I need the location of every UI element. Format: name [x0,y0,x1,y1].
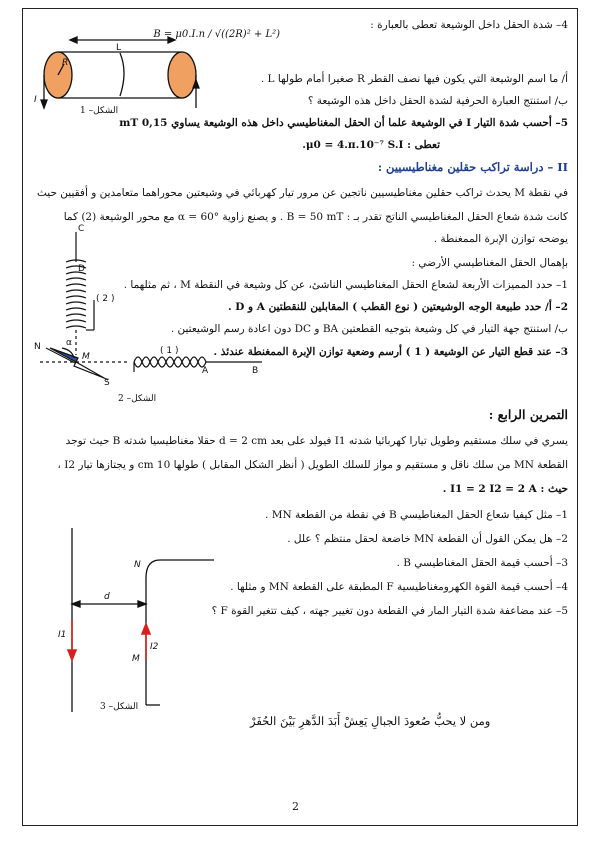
fig2-coil2: ( 2 ) [96,294,115,304]
part2-q1: 1– حدد المميزات الأربعة لشعاع الحقل المغناطيسي الناشئ، عن كل وشيعة في النقطة M ، ثم مثلهما . [123,279,568,291]
part2-q2b: ب/ استنتج جهة التيار في كل وشيعة بتوجيه القطعتين BA و DC دون اعادة رسم الوشيعتين . [170,323,568,335]
fig2-M: M [82,352,90,362]
fig1-caption: الشكل– 1 [80,106,119,116]
fig2-caption: الشكل– 2 [118,394,157,404]
page-number: 2 [292,800,299,813]
q5-text: 5– أحسب شدة التيار I في الوشيعة علما أن الحقل المغناطيسي داخل هذه الوشيعة يساوي 0,15 mT [119,117,568,129]
q4-b-text: ب/ استنتج العبارة الحرفية لشدة الحقل داخل هذه الوشيعة ؟ [307,95,568,107]
part2-intro-2: كانت شدة شعاع الحقل المغناطيسي الناتج تقدر بـ : B = 50 mT . و يصنع زاوية α = 60° مع محور الوشيعة (2) كما [63,211,568,223]
fig2-D: D [78,264,85,274]
fig2-N: N [34,342,41,352]
fig3-I2: I2 [150,642,159,652]
part2-q2a: 2– أ/ حدد طبيعة الوجه الوشيعتين ( نوع القطب ) المقابلين للنقطتين A و D . [227,301,568,313]
fig2-S: S [104,378,110,388]
fig2-A: A [202,366,209,376]
fig1-length-label: L [116,43,122,53]
ex4-q1: 1– مثل كيفيا شعاع الحقل المغناطيسي B في نقطة من القطعة MN . [265,509,568,521]
fig3-I1: I1 [58,630,67,640]
ex4-q4: 4– أحسب قيمة القوة الكهرومغناطيسية F المطبقة على القطعة MN و مثلها . [230,581,568,593]
part2-title: II – دراسة تراكب حقلين مغناطيسيين : [377,160,568,174]
fig2-alpha: α [66,338,72,348]
ex4-title: التمرين الرابع : [488,407,568,422]
ex4-q3: 3– أحسب قيمة الحقل المغناطيسي B . [396,557,568,569]
fig3-d: d [104,592,110,602]
ex4-q2: 2– هل يمكن القول أن القطعة MN خاضعة لحقل منتظم ؟ علل . [287,533,568,545]
fig2-coil1: ( 1 ) [160,346,179,356]
fig1-radius-label: R [62,58,69,68]
ex4-p3: حيث : I1 = 2 I2 = 2 A . [442,483,568,495]
fig3-M: M [132,654,140,664]
ex4-p1: يسري في سلك مستقيم وطويل تيارا كهربائيا شدته I1 فيولد على بعد d = 2 cm حقلا مغناطيسيا شدته B حيث توجد [65,435,568,447]
formula: B = μ0.I.n / √((2R)² + L²) [153,29,280,40]
part2-intro-3: يوضحه توازن الإبرة الممغنطة . [433,233,568,245]
ex4-p2: القطعة MN من سلك ناقل و مستقيم و مواز للسلك الطويل ( أنظر الشكل المقابل ) طولها 10 cm و يجتازها تيار I2 ، [57,459,568,471]
given-text: تعطى : μ0 = 4.π.10⁻⁷ S.I. [302,139,440,151]
part2-neglect: بإهمال الحقل المغناطيسي الأرضي : [411,257,568,269]
part2-q3: 3– عند قطع التيار عن الوشيعة ( 1 ) أرسم وضعية توازن الإبرة الممغنطة عندئذ . [213,346,568,358]
q4-a-text: أ/ ما اسم الوشيعة التي يكون فيها نصف القطر R صغيرا أمام طولها L . [260,73,568,85]
part2-intro-1: في نقطة M يحدث تراكب حقلين مغناطيسيين ناتجين عن مرور تيار كهربائي في وشيعتين محوراهما متعامدين و أفقيين حيث [36,187,568,199]
q4-text: 4– شدة الحقل داخل الوشيعة تعطى بالعبارة : [370,19,568,31]
fig3-N: N [134,560,141,570]
fig2-C: C [78,224,85,234]
closing-quote: ومن لا يحبُّ صُعودَ الجبالِ يَعِشْ أَبَدَ الدَّهرِ بَيْنَ الحُفَرْ [250,714,491,728]
fig1-current-label: I [34,95,37,105]
fig2-B: B [252,366,259,376]
fig3-caption: الشكل– 3 [100,702,139,712]
ex4-q5: 5– عند مضاعفة شدة التيار المار في القطعة دون تغيير جهته ، كيف تتغير القوة F ؟ [211,605,568,617]
